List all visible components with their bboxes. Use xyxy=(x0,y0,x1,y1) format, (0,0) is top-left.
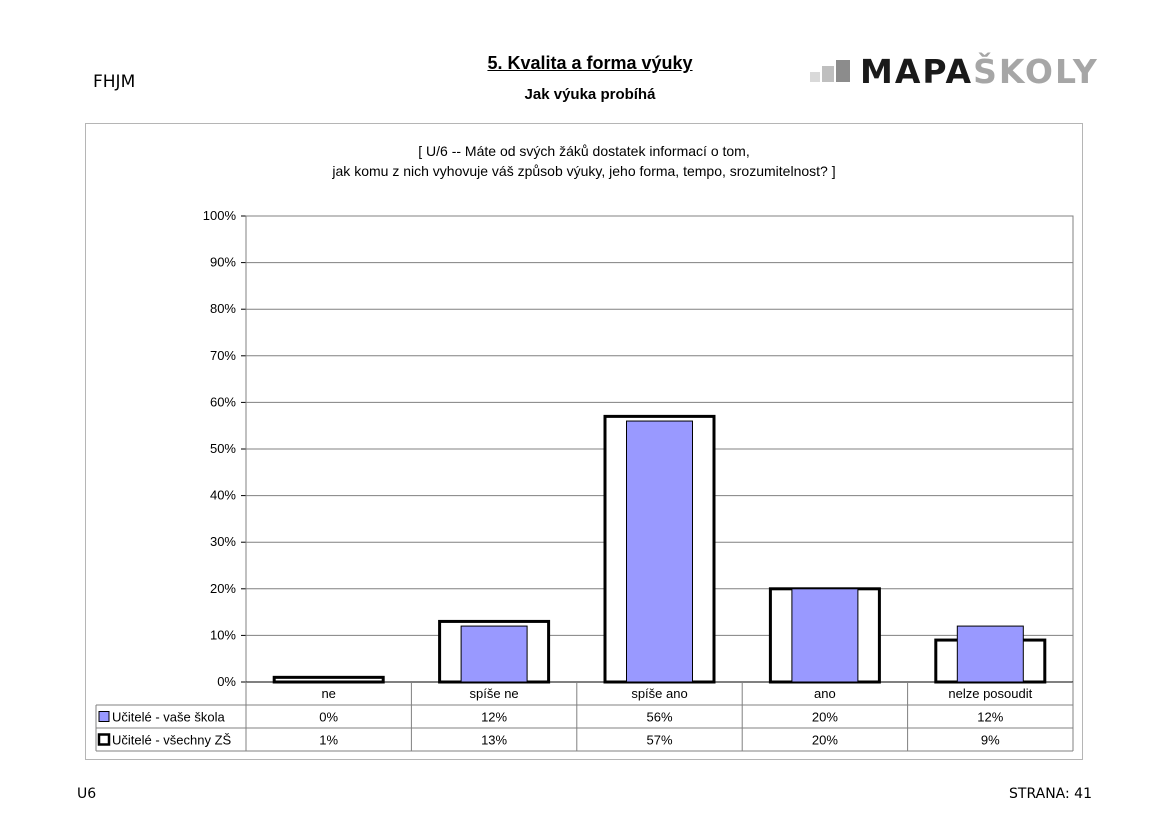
school-code: FHJM xyxy=(93,72,136,92)
logo-text-dark: MAPA xyxy=(860,52,974,91)
bar-your-school xyxy=(792,589,858,682)
data-value-label: 0% xyxy=(319,709,339,725)
y-tick-label: 90% xyxy=(209,254,236,270)
data-value-label: 20% xyxy=(811,732,838,748)
y-tick-label: 70% xyxy=(209,347,236,363)
data-value-label: 1% xyxy=(319,732,339,748)
logo-text-light: ŠKOLY xyxy=(973,52,1099,91)
x-category-label: spíše ano xyxy=(631,686,688,701)
legend-swatch xyxy=(99,712,109,722)
y-tick-label: 20% xyxy=(209,580,236,596)
data-value-label: 9% xyxy=(980,732,1000,748)
legend-label: Učitelé - všechny ZŠ xyxy=(112,732,232,748)
x-category-label: ne xyxy=(321,686,336,701)
question-line-2: jak komu z nich vyhovuje váš způsob výuky, jeho forma, tempo, srozumitelnost? ] xyxy=(332,163,836,179)
data-value-label: 20% xyxy=(811,709,838,725)
footer-code: U6 xyxy=(77,786,97,802)
y-tick-label: 80% xyxy=(209,301,236,317)
y-tick-label: 100% xyxy=(202,208,236,223)
page-subtitle: Jak výuka probíhá xyxy=(524,86,656,103)
y-tick-label: 40% xyxy=(209,487,236,503)
question-line-1: [ U/6 -- Máte od svých žáků dostatek informací o tom, xyxy=(418,143,750,159)
data-value-label: 57% xyxy=(646,732,673,748)
x-category-label: spíše ne xyxy=(469,686,519,701)
data-value-label: 12% xyxy=(977,709,1004,725)
page-number: STRANA: 41 xyxy=(1009,786,1092,802)
legend-swatch xyxy=(99,735,109,745)
data-value-label: 12% xyxy=(481,709,508,725)
y-tick-label: 30% xyxy=(209,534,236,550)
bar-your-school xyxy=(627,421,693,682)
x-category-label: nelze posoudit xyxy=(948,686,1033,701)
y-tick-label: 60% xyxy=(209,394,236,410)
y-tick-label: 0% xyxy=(217,674,236,689)
bar-all-schools xyxy=(274,677,383,682)
x-category-label: ano xyxy=(814,686,836,701)
data-value-label: 56% xyxy=(646,709,673,725)
bar-your-school xyxy=(957,626,1023,682)
y-tick-label: 50% xyxy=(209,441,236,456)
page-title: 5. Kvalita a forma výuky xyxy=(487,53,693,73)
y-tick-label: 10% xyxy=(209,627,236,643)
legend-label: Učitelé - vaše škola xyxy=(112,709,225,725)
data-value-label: 13% xyxy=(481,732,508,748)
bar-your-school xyxy=(461,626,527,682)
